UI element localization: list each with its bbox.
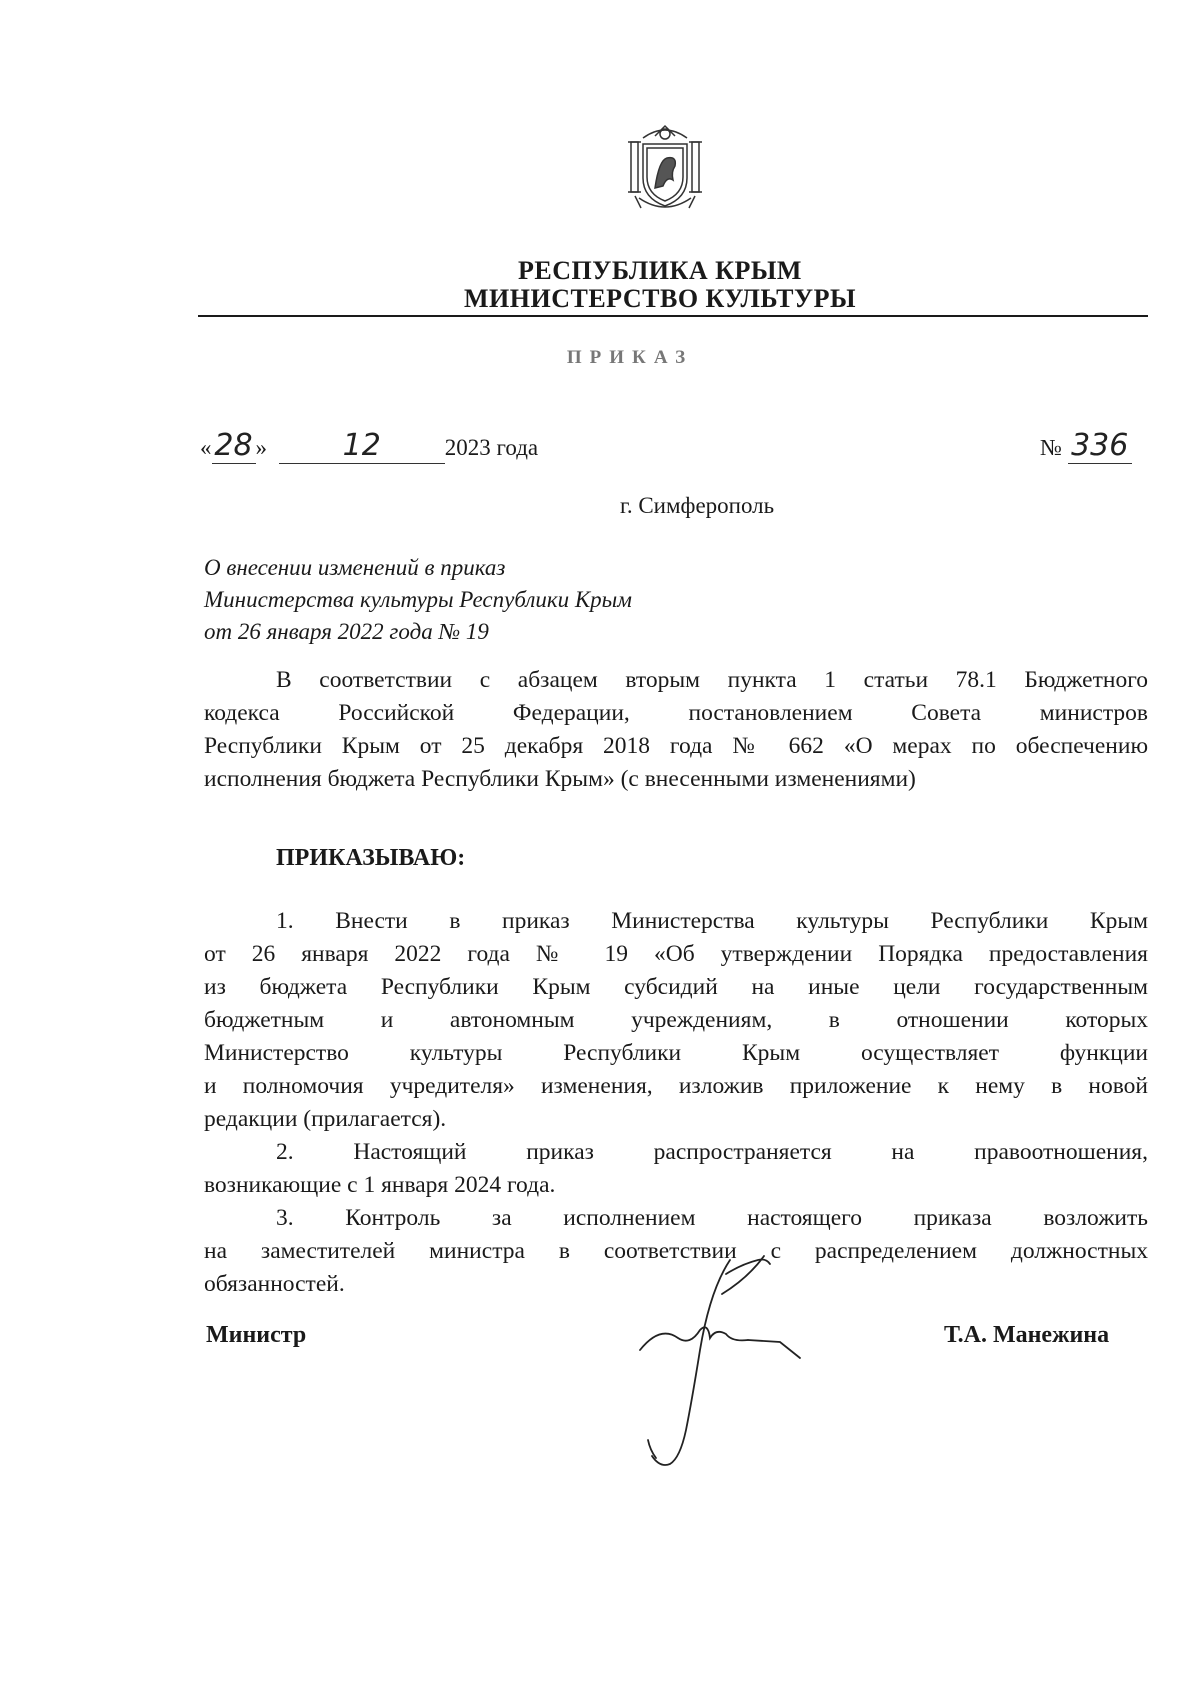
subject-block <box>204 552 632 648</box>
subject-line: Министерства культуры Республики Крым <box>204 587 632 612</box>
number-value: 336 <box>1071 428 1129 463</box>
order-word: ПРИКАЗЫВАЮ: <box>276 845 466 871</box>
subject-line: О внесении изменений в приказ <box>204 555 506 580</box>
item-1 <box>204 905 1148 1136</box>
subject-line: от 26 января 2022 года № 19 <box>204 619 489 644</box>
item-line: обязанностей. <box>204 1271 345 1297</box>
signatory-name: Т.А. Манежина <box>944 1322 1110 1348</box>
preamble-line: исполнения бюджета Республики Крым» (с внесенными изменениями) <box>204 766 916 792</box>
handwritten-signature <box>630 1230 830 1470</box>
number-label: № <box>1040 435 1062 460</box>
item-2 <box>204 1136 1148 1202</box>
date-open-quote: « <box>200 435 212 460</box>
item-line: из бюджета Республики Крым субсидий на иные цели государственным <box>204 974 1148 1000</box>
document-type: ПРИКАЗ <box>566 347 694 368</box>
preamble-line: кодекса Российской Федерации, постановлением Совета министров <box>204 700 1148 726</box>
date-month: 12 <box>342 428 381 463</box>
preamble <box>204 664 1148 796</box>
item-line: возникающие с 1 января 2024 года. <box>204 1172 556 1198</box>
item-line: редакции (прилагается). <box>204 1106 447 1132</box>
item-line: на заместителей министра в соответствии с распределением должностных <box>204 1238 1148 1264</box>
item-line: и полномочия учредителя» изменения, изложив приложение к нему в новой <box>204 1073 1148 1099</box>
date-year: 2023 года <box>444 435 539 460</box>
header-divider <box>198 315 1148 317</box>
signatory-position: Министр <box>206 1322 307 1348</box>
date-line <box>200 428 538 464</box>
item-line: Министерство культуры Республики Крым осуществляет функции <box>204 1040 1148 1066</box>
ministry-title: МИНИСТЕРСТВО КУЛЬТУРЫ <box>464 284 856 313</box>
item-line: 3. Контроль за исполнением настоящего приказа возложить <box>276 1205 1148 1231</box>
republic-title: РЕСПУБЛИКА КРЫМ <box>518 256 802 285</box>
item-line: 2. Настоящий приказ распространяется на правоотношения, <box>276 1139 1148 1165</box>
preamble-line: Республики Крым от 25 декабря 2018 года № 662 «О мерах по обеспечению <box>204 733 1148 759</box>
date-day: 28 <box>214 428 253 463</box>
item-line: от 26 января 2022 года № 19 «Об утверждении Порядка предоставления <box>204 941 1148 967</box>
order-number <box>1040 428 1132 464</box>
item-line: 1. Внести в приказ Министерства культуры Республики Крым <box>276 908 1148 934</box>
date-close-quote: » <box>255 435 267 460</box>
city: г. Симферополь <box>620 493 775 518</box>
preamble-line: В соответствии с абзацем вторым пункта 1 статьи 78.1 Бюджетного <box>276 667 1148 693</box>
crimea-coat-of-arms-emblem <box>625 120 705 216</box>
item-line: бюджетным и автономным учреждениям, в отношении которых <box>204 1007 1148 1033</box>
